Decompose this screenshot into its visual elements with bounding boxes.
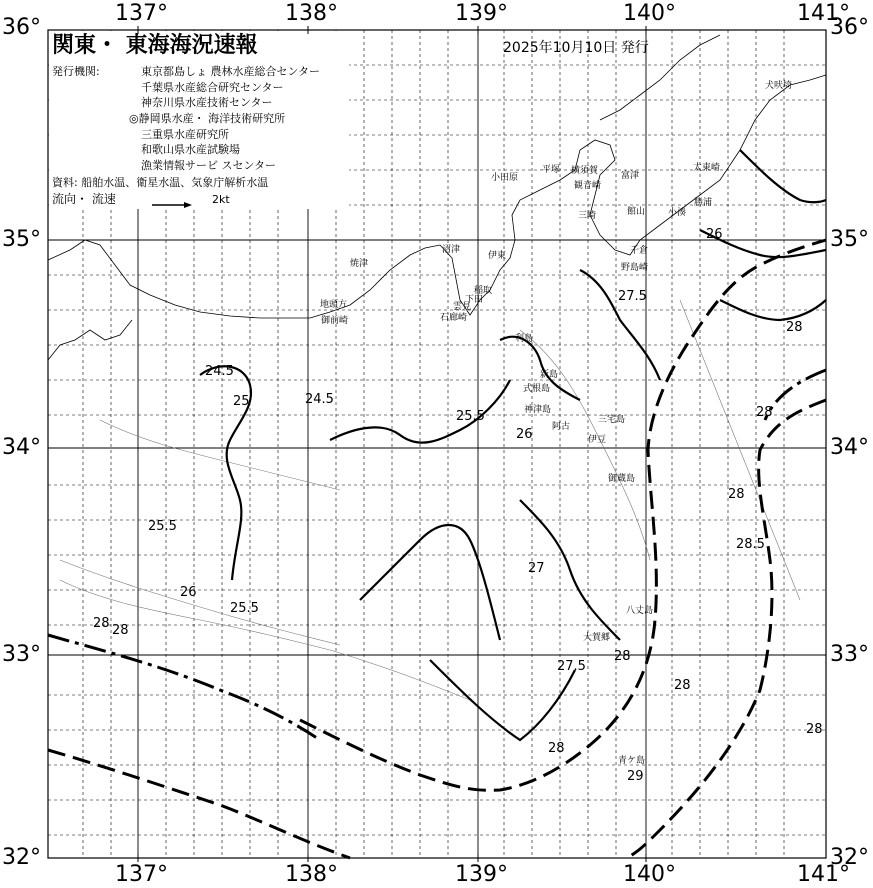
contour-label: 26: [516, 427, 533, 442]
latitude-label-36: 36°: [2, 15, 41, 40]
place-label: 石廊崎: [440, 313, 468, 323]
longitude-label-140: 140°: [623, 1, 676, 26]
contour-label: 28: [548, 741, 565, 756]
place-label: 観音崎: [574, 181, 602, 191]
map-title: 関東・ 東海海況速報: [52, 33, 258, 58]
place-label: 平塚: [542, 165, 561, 175]
latitude-label-35-right: 35°: [830, 227, 869, 252]
latitude-label-35: 35°: [2, 227, 41, 252]
place-label: 館山: [627, 207, 646, 217]
flow-legend-label: 流向・ 流速: [52, 192, 116, 206]
longitude-label-139-bottom: 139°: [455, 862, 508, 887]
longitude-label-140-bottom: 140°: [623, 862, 676, 887]
place-label: 横須賀: [571, 166, 599, 176]
place-label: 地頭方: [320, 300, 348, 310]
contour-label: 28: [756, 405, 773, 420]
contour-label: 25.5: [230, 601, 259, 616]
organization-item: 東京都島しょ 農林水産総合センター: [141, 65, 321, 78]
longitude-label-138: 138°: [285, 1, 338, 26]
contour-label: 26: [706, 227, 723, 242]
place-label: 太東崎: [693, 163, 721, 173]
latitude-label-32: 32°: [2, 845, 41, 870]
issue-date: 2025年10月10日 発行: [503, 40, 649, 56]
place-label: 八丈島: [626, 606, 654, 616]
place-label: 犬吠埼: [765, 81, 793, 91]
place-label: 青ケ島: [618, 756, 646, 766]
longitude-label-141-bottom: 141°: [797, 862, 850, 887]
flow-legend-value: 2kt: [212, 193, 230, 206]
organization-item: 漁業情報サービ スセンター: [141, 159, 277, 172]
longitude-label-138-bottom: 138°: [285, 862, 338, 887]
place-label: 沼津: [442, 245, 461, 255]
place-label: 下田: [465, 295, 484, 305]
place-label: 伊豆: [588, 435, 607, 445]
organization-item: 三重県水産研究所: [141, 128, 229, 141]
place-label: 小田原: [491, 173, 519, 183]
contour-label: 24.5: [305, 392, 334, 407]
place-label: 伊東: [488, 251, 507, 261]
longitude-label-141: 141°: [797, 1, 850, 26]
latitude-label-32-right: 32°: [830, 845, 869, 870]
contour-label: 27: [528, 561, 545, 576]
contour-label: 26: [180, 585, 197, 600]
contour-label: 28: [786, 320, 803, 335]
place-label: 新島: [540, 370, 559, 380]
place-label: 御蔵島: [608, 474, 636, 484]
place-label: 神津島: [524, 405, 552, 415]
place-label: 千倉: [630, 246, 649, 256]
contour-label: 25.5: [148, 519, 177, 534]
contour-label: 28: [112, 623, 129, 638]
contour-label: 28: [728, 487, 745, 502]
organizations-label: 発行機関:: [52, 65, 100, 78]
longitude-label-137: 137°: [115, 1, 168, 26]
place-label: 利島: [515, 334, 534, 344]
contour-label: 28: [93, 616, 110, 631]
place-label: 稲取: [474, 286, 493, 296]
contour-label: 25.5: [456, 409, 485, 424]
longitude-label-137-bottom: 137°: [115, 862, 168, 887]
contour-label: 28: [614, 649, 631, 664]
data-source: 資料: 船舶水温、衛星水温、気象庁解析水温: [52, 176, 269, 189]
organization-item: 神奈川県水産技術センター: [141, 96, 273, 109]
place-label: 阿古: [552, 422, 571, 432]
latitude-label-34-right: 34°: [830, 435, 869, 460]
place-label: 焼津: [350, 259, 369, 269]
place-label: 勝浦: [694, 198, 713, 208]
contour-label: 29: [627, 769, 644, 784]
place-label: 大賀郷: [583, 633, 611, 643]
place-label: 三宅島: [598, 415, 626, 425]
contour-label: 28: [806, 722, 823, 737]
latitude-label-36-right: 36°: [830, 15, 869, 40]
organization-item: 和歌山県水産試験場: [141, 143, 240, 156]
contour-label: 27.5: [557, 659, 586, 674]
place-label: 御前崎: [321, 316, 349, 326]
place-label: 野島崎: [621, 263, 649, 273]
place-label: 富津: [621, 171, 640, 181]
contour-label: 25: [233, 394, 250, 409]
place-label: 雲見: [453, 302, 472, 312]
organization-item: ◎静岡県水産・ 海洋技術研究所: [129, 112, 286, 125]
contour-label: 24.5: [205, 364, 234, 379]
contour-label: 28.5: [736, 537, 765, 552]
place-label: 三崎: [578, 211, 597, 221]
place-label: 式根島: [523, 384, 551, 394]
latitude-label-34: 34°: [2, 435, 41, 460]
latitude-label-33-right: 33°: [830, 642, 869, 667]
contour-label: 28: [674, 678, 691, 693]
place-label: 小湊: [668, 208, 687, 218]
latitude-label-33: 33°: [2, 642, 41, 667]
longitude-label-139: 139°: [455, 1, 508, 26]
contour-label: 27.5: [618, 289, 647, 304]
organization-item: 千葉県水産総合研究センター: [141, 81, 284, 94]
